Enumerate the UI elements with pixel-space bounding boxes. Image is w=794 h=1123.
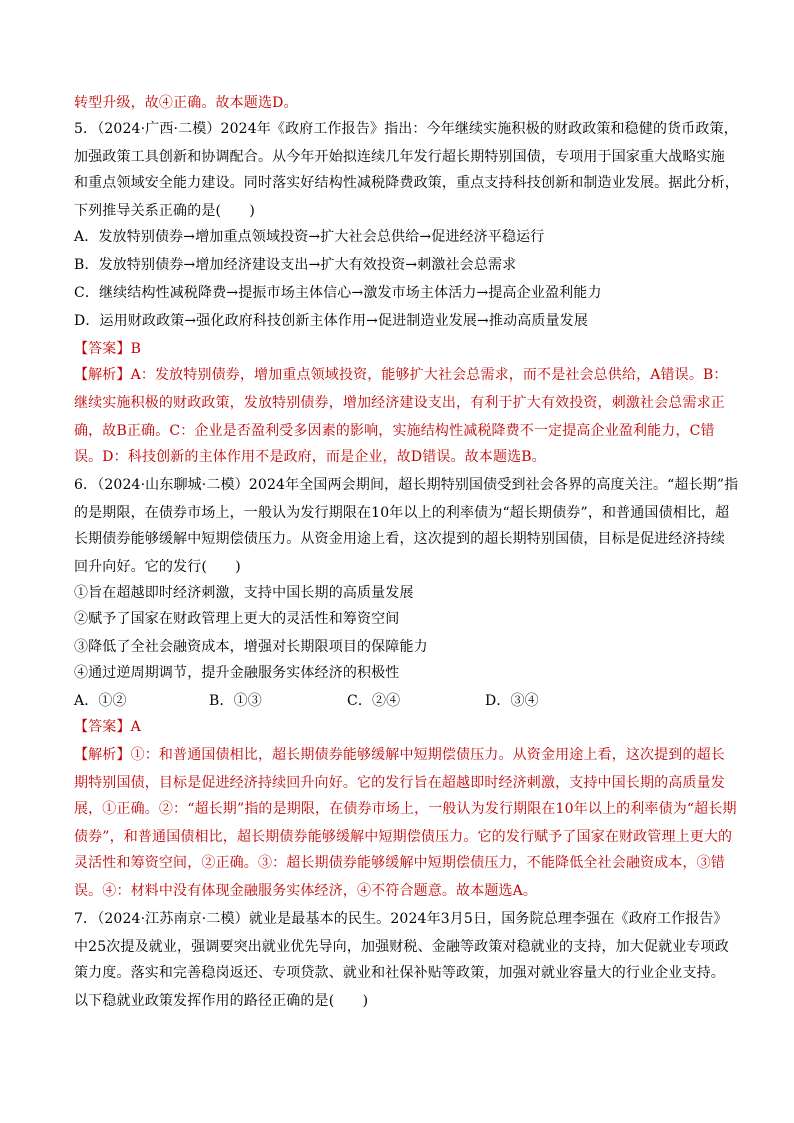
text-line: B．发放特别债券→增加经济建设支出→扩大有效投资→刺激社会总需求 — [74, 257, 517, 273]
text-line: 和重点领域安全能力建设。同时落实好结构性减税降费政策，重点支持科技创新和制造业发展。据此分析， — [74, 175, 740, 191]
text-line: 【答案】A — [74, 719, 141, 735]
text-line: 【解析】A：发放特别债券，增加重点领域投资，能够扩大社会总需求，而不是社会总供给，A错误。B： — [74, 367, 728, 383]
text-line: A．发放特别债券→增加重点领域投资→扩大社会总供给→促进经济平稳运行 — [74, 229, 545, 245]
text-line: 误。D：科技创新的主体作用不是政府，而是企业，故D错误。故本题选B。 — [74, 449, 546, 465]
text-line: 下列推导关系正确的是( ) — [74, 203, 256, 219]
text-line: 以下稳就业政策发挥作用的路径正确的是( ) — [74, 993, 369, 1009]
q6-option: C．②④ — [347, 693, 401, 709]
text-line: 确，故B正确。C：企业是否盈利受多因素的影响，实施结构性减税降费不一定提高企业盈利能力，C错 — [74, 423, 715, 439]
text-line: 【解析】①：和普通国债相比，超长期债券能够缓解中短期偿债压力。从资金用途上看，这次提到的超长 — [74, 747, 725, 763]
text-line: 灵活性和筹资空间，②正确。③：超长期债券能够缓解中短期偿债压力，不能降低全社会融资成本，③错 — [74, 855, 725, 871]
text-line: 误。④：材料中没有体现金融服务实体经济，④不符合题意。故本题选A。 — [74, 883, 538, 899]
text-line: 中25次提及就业，强调要突出就业优先导向，加强财税、金融等政策对稳就业的支持，加大促就业专项政 — [74, 939, 729, 955]
text-line: 6．（2024·山东聊城·二模）2024年全国两会期间，超长期特别国债受到社会各界的高度关注。“超长期”指 — [74, 477, 739, 493]
text-line: 长期债券能够缓解中短期偿债压力。从资金用途上看，这次提到的超长期特别国债，目标是促进经济持续 — [74, 531, 725, 547]
text-line: 展，①正确。②：“超长期”指的是期限，在债券市场上，一般认为发行期限在10年以上的利率债为“超长期 — [74, 801, 737, 817]
text-line: ④通过逆周期调节，提升金融服务实体经济的积极性 — [74, 665, 400, 681]
text-line: 【答案】B — [74, 341, 142, 357]
q6-option: B．①③ — [209, 693, 262, 709]
text-line: 转型升级，故④正确。故本题选D。 — [74, 95, 298, 111]
text-line: 回升向好。它的发行( ) — [74, 559, 241, 575]
q6-option: A．①② — [74, 693, 127, 709]
text-line: ③降低了全社会融资成本，增强对长期限项目的保障能力 — [74, 639, 428, 655]
text-line: 策力度。落实和完善稳岗返还、专项贷款、就业和社保补贴等政策，加强对就业容量大的行业企业支持。 — [74, 965, 725, 981]
text-line: 5．（2024·广西·二模）2024年《政府工作报告》指出：今年继续实施积极的财政政策和稳健的货币政策， — [74, 121, 738, 137]
text-line: C．继续结构性减税降费→提振市场主体信心→激发市场主体活力→提高企业盈利能力 — [74, 285, 602, 301]
text-line: ②赋予了国家在财政管理上更大的灵活性和筹资空间 — [74, 611, 400, 627]
text-line: 期特别国债，目标是促进经济持续回升向好。它的发行旨在超越即时经济刺激，支持中国长期的高质量发 — [74, 775, 725, 791]
text-line: 的是期限，在债券市场上，一般认为发行期限在10年以上的利率债为“超长期债券”，和普通国债相比，超 — [74, 505, 730, 521]
text-line: 继续实施积极的财政政策，发放特别债券，增加经济建设支出，有利于扩大有效投资，刺激社会总需求正 — [74, 395, 725, 411]
text-line: D．运用财政政策→强化政府科技创新主体作用→促进制造业发展→推动高质量发展 — [74, 313, 588, 329]
text-line: 7．（2024·江苏南京·二模）就业是最基本的民生。2024年3月5日，国务院总理李强在《政府工作报告》 — [74, 911, 728, 927]
text-line: ①旨在超越即时经济刺激，支持中国长期的高质量发展 — [74, 585, 414, 601]
text-line: 债券”，和普通国债相比，超长期债券能够缓解中短期偿债压力。它的发行赋予了国家在财政管理上更大的 — [74, 829, 733, 845]
q6-option: D．③④ — [485, 693, 539, 709]
text-line: 加强政策工具创新和协调配合。从今年开始拟连续几年发行超长期特别国债，专项用于国家重大战略实施 — [74, 149, 725, 165]
